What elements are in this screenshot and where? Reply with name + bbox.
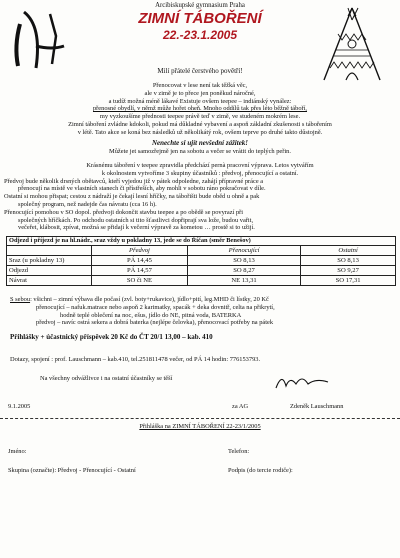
form-title: Přihláška na ZIMNÍ TÁBOŘENÍ 22-23/1/2005 [139, 423, 261, 430]
school-name: Arcibiskupské gymnasium Praha [155, 2, 245, 9]
signature [272, 370, 332, 394]
schedule-table [6, 245, 396, 286]
form-name-field[interactable]: Jméno: [8, 448, 27, 455]
form-signature-field[interactable]: Podpis (do tercie rodiče): [228, 467, 293, 474]
closing-line: Na všechny odvážlivce i na ostatní účastníky se těší [40, 375, 173, 382]
meeting-info: Odjezd i příjezd je na hl.nádr., sraz vždy u pokladny 13, jede se do Říčan (směr Benešov) [6, 236, 396, 245]
form-phone-field[interactable]: Telefon: [228, 448, 250, 455]
table-row: Odjezd PÁ 14,57 SO 8,27 SO 9,27 [7, 266, 396, 276]
cut-line [0, 418, 400, 419]
signer-name: Zdeněk Lauschmann [290, 403, 344, 410]
table-row: Návrat SO či NE NE 13,31 SO 17,31 [7, 276, 396, 286]
contact-line: Dotazy, spojení : prof. Lauschmann – kab.410, tel.251811478 večer, od PÁ 14 hodin: 776153793. [10, 356, 261, 363]
sleep-note: Můžete jet samozřejmě jen na sobotu a večer se vrátit do teplých peřin. [109, 148, 291, 155]
event-dates: 22.-23.1.2005 [162, 28, 238, 42]
registration-line: Přihlášky + účastnický příspěvek 20 Kč do ČT 20/1 13,00 – kab. 410 [10, 333, 213, 341]
form-group-field[interactable]: Skupina (označte): Předvoj - Přenocující - Ostatní [8, 467, 136, 474]
bring-list: S sebou: všichni – zimní výbava dle počasí (zvl. boty+rukavice), jídlo+pití, leg.MHD či lístky, 20 Kč přenocující – nafuk.matrace nebo aspoň 2 karimatky, spacák + deka dovnitř, celta na přikrytí, hodně teplé oblečení na noc, ešus, jídlo do NE, pitná voda, BATERKA předvoj – navíc ostrá sekera a dobrá baterka (nejlépe čelovka), přenocovací potřeby na pátek [10, 296, 275, 327]
table-row: Sraz (u pokladny 13) PÁ 14,45 SO 8,13 SO 8,13 [7, 256, 396, 266]
groups-text: Krásnému táboření v teepee zpravidla předchází pernà pracovní výprava. Letos vytvářím k okolnostem vytvoříme 3 skupiny účastníků : předvoj, přenocující a ostatní. Předvoj bude několik drsných obětavců, kteří vyjedou již v pátek odpoledne, zahájí přípravné práce a přenocují na místě ve vlastních stanech či přístřeších, aby mohli v sobotu ráno pokračovat v díle. Ostatní si mohou přispat; cestou z nádraží je čekají lesní hříčky, na tábořišti bude oběd u ohně a pak společný program, než nadejde čas návratu (cca 16 h). Přenocující pomohou v SO dopol. předvoji dokončit stavbu teepee a po obědě se povyrazí při společných hříčkách. Po odchodu ostatních si tito šťastlivci dopřiprají sva lože, budou vařit, večeřet, klábosit, zpívat, možná se přidají k večerní výpravě za kometou … prostě si to užijí. [4, 162, 314, 232]
table-header-row: Předvoj Přenocující Ostatní [7, 246, 396, 256]
teepee-drawing [318, 6, 386, 84]
greeting: Milí přátelé čerstvého povětří! [157, 67, 243, 75]
document-date: 9.1.2005 [8, 403, 31, 410]
school-logo [6, 6, 76, 74]
warning-line: Nenechte si ujít nevšední zážitek! [151, 139, 249, 147]
intro-text: Přenocovat v lese není tak těžká věc, ale v zimě je to přece jen poněkud náročné, a tudíž možná méně lákavé Existuje ovšem teepee – indiánský vynález: přenosné obydlí, v němž může hořet oheň. Mnoho oddílů tak přes léto běžně táboří, my vyzkoušíme přednosti teepee právě teď v zimě, ve studeném mokrém lese. Zimní táboření zvládne kdokoli, pokud má důkladné vybavení a aspoň základní zkušenosti s tábořením v létě. Tato akce se koná bez následků už několikátý rok, ovšem teprve po druhé takto důstojně. [68, 82, 332, 136]
event-title: ZIMNÍ TÁBOŘENÍ [138, 10, 262, 27]
from-label: za AG [232, 403, 249, 410]
